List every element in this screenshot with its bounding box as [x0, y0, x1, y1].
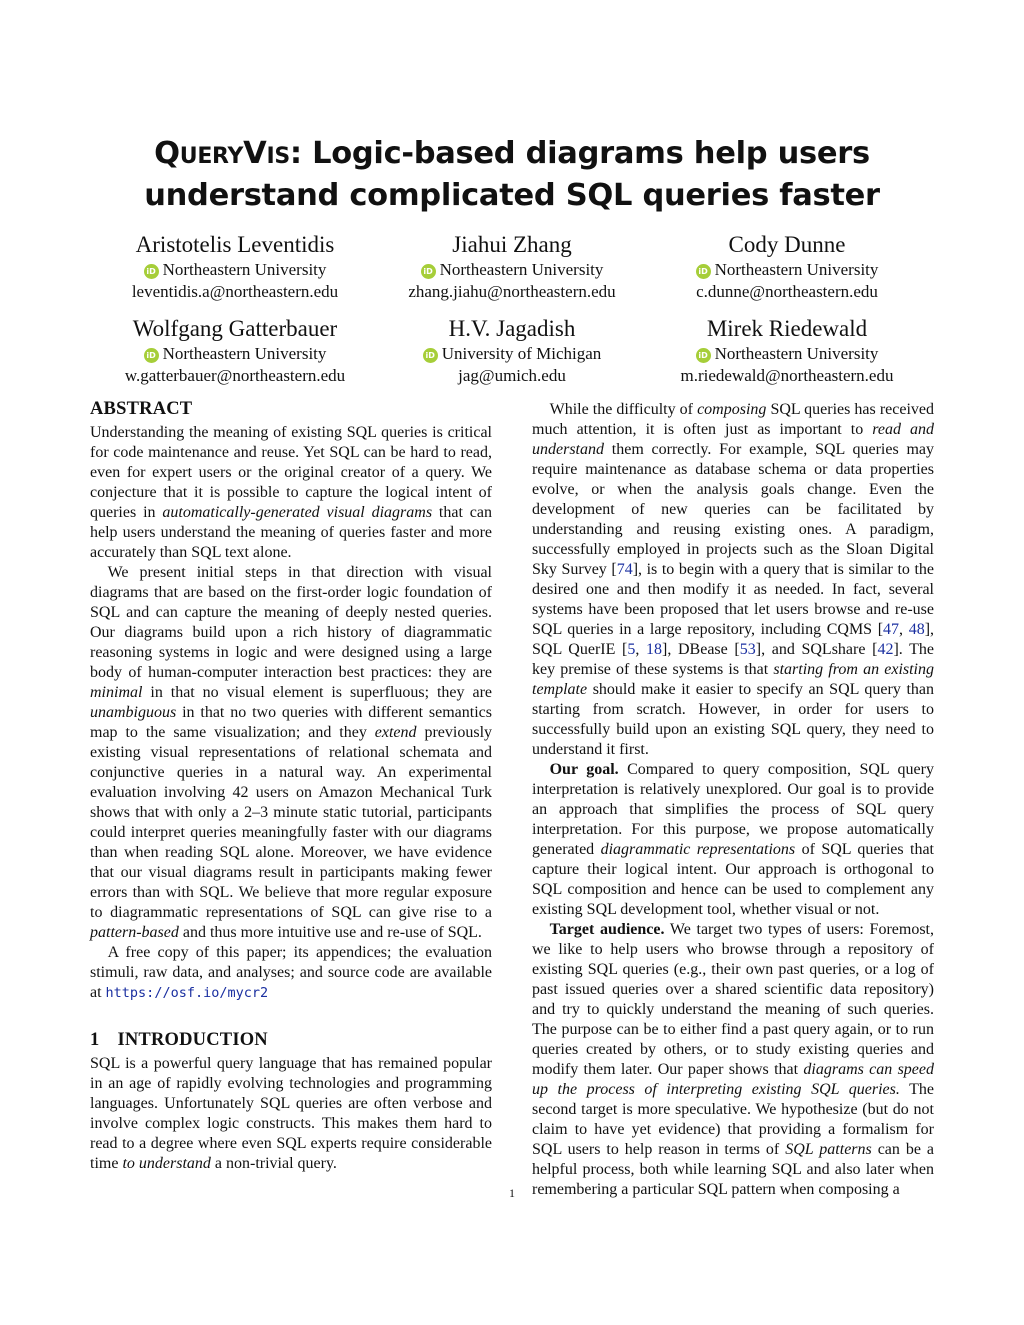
citation-link[interactable]: 48	[908, 621, 925, 638]
abstract-paragraph: A free copy of this paper; its appendices; the evaluation stimuli, raw data, and analyses; and source code are available at https://osf.io/mycr2	[90, 944, 492, 1001]
author-email[interactable]: c.dunne@northeastern.edu	[696, 282, 878, 301]
body-paragraph: While the difficulty of composing SQL queries has received much attention, it is often just as important to read and understand them correctly. For example, SQL queries may require maintenance as database schema or data properties evolve, or when the analysis goals change. Even the development of new queries can be facilitated by understanding and reusing existing ones. A paradigm, successfully employed in projects such as the Sloan Digital Sky Survey [74], is to begin with a query that is similar to the desired one and then modify it as needed. In fact, several systems have been proposed that let users browse and re-use SQL queries in a large repository, including CQMS [47, 48], SQL QuerIE [5, 18], DBease [53], and SQLshare [42]. The key premise of these systems is that starting from an existing template should make it easier to specify an SQL query than starting from scratch. However, in order for users to successfully build upon an existing SQL query, they need to understand it first.	[532, 401, 935, 758]
author-name: Jiahui Zhang	[452, 232, 572, 257]
author-block	[362, 232, 662, 303]
author-block	[637, 316, 937, 387]
abstract-paragraph: We present initial steps in that direction with visual diagrams that are based on the first-order logic foundation of SQL and can capture the meaning of deeply nested queries. Our diagrams build upon a rich history of diagrammatic reasoning systems in logic and were designed using a large body of human-computer interaction best practices: they are minimal in that no visual element is superfluous; they are unambiguous in that no two queries with different semantics map to the same visualization; and they extend previously existing visual representations of relational schemata and conjunctive queries in a natural way. An experimental evaluation involving 42 users on Amazon Mechanical Turk shows that with only a 2–3 minute static tutorial, participants could interpret queries meaningfully faster with our diagrams than when reading SQL alone. Moreover, we have evidence that our visual diagrams result in participants making fewer errors than with SQL. We believe that more regular exposure to diagrammatic representations of SQL can give rise to a pattern-based and thus more intuitive use and re-use of SQL.	[90, 564, 493, 941]
abstract-paragraph: Understanding the meaning of existing SQL queries is critical for code maintenance and reuse. Yet SQL can be hard to read, even for expert users or the original creator of a query. We conjecture that it is possible to capture the logical intent of queries in automatically-generated visual diagrams that can help users understand the meaning of queries faster and more accurately than SQL text alone.	[90, 424, 492, 561]
goal-lead: Our goal.	[549, 761, 619, 778]
goal-paragraph: Our goal. Compared to query composition, SQL query interpretation is relatively unexplored. Our goal is to provide an approach that simplifies the process of SQL query interpretation. For this purpose, we propose automatically generated diagrammatic representations of SQL queries that capture their logical intent. Our approach is orthogonal to SQL composition and hence can be used to complement any existing SQL development tool, whether visual or not.	[532, 761, 935, 918]
paper-title	[60, 134, 964, 215]
title-brand: QUERYVIS	[154, 136, 290, 171]
author-block	[85, 316, 385, 387]
intro-paragraph: SQL is a powerful query language that has remained popular in an age of rapidly evolving technologies and programming languages. Unfortunately SQL queries are often verbose and involve complex logic constructs. This makes them hard to read to a degree where even SQL experts require considerable time to understand a non-trivial query.	[90, 1055, 492, 1172]
author-block	[637, 232, 937, 303]
left-column	[90, 398, 492, 1174]
author-name: H.V. Jagadish	[448, 316, 576, 341]
author-email[interactable]: m.riedewald@northeastern.edu	[680, 366, 894, 385]
citation-link[interactable]: 42	[877, 641, 894, 658]
author-block	[362, 316, 662, 387]
orcid-icon[interactable]: iD	[696, 348, 711, 363]
author-name: Mirek Riedewald	[706, 316, 868, 341]
right-column	[532, 400, 934, 1200]
orcid-icon[interactable]: iD	[423, 348, 438, 363]
page-number: 1	[509, 1186, 515, 1200]
title-line-1: QUERYVIS: Logic-based diagrams help users	[154, 136, 870, 171]
author-email[interactable]: zhang.jiahu@northeastern.edu	[408, 282, 616, 301]
author-affiliation: iD Northeastern University	[637, 343, 937, 365]
author-email[interactable]: w.gatterbauer@northeastern.edu	[124, 366, 346, 385]
author-block	[85, 232, 385, 303]
citation-link[interactable]: 5	[627, 641, 636, 658]
orcid-icon[interactable]: iD	[144, 348, 159, 363]
orcid-icon[interactable]: iD	[696, 264, 711, 279]
target-paragraph: Target audience. We target two types of users: Foremost, we like to help users who browse through a repository of existing SQL queries (e.g., their own past queries, or a log of past issued queries over a shared scientific data repository) and try to quickly understand the meaning of such queries. The purpose can be to either find a past query again, or to run queries created by others, or to study existing queries and modify them later. Our paper shows that diagrams can speed up the process of interpreting existing SQL queries. The second target is more speculative. We hypothesize (but do not claim to have yet evidence) that providing a formalism for SQL users to help reason in terms of SQL patterns can be a helpful process, both while learning SQL and also later when remembering a particular SQL pattern when composing a	[532, 921, 935, 1198]
author-name: Wolfgang Gatterbauer	[132, 316, 338, 341]
citation-link[interactable]: 74	[616, 561, 633, 578]
author-affiliation: iD Northeastern University	[637, 259, 937, 281]
author-name: Aristotelis Leventidis	[135, 232, 335, 257]
citation-link[interactable]: 18	[646, 641, 663, 658]
citation-link[interactable]: 53	[739, 641, 756, 658]
orcid-icon[interactable]: iD	[421, 264, 436, 279]
author-email[interactable]: leventidis.a@northeastern.edu	[131, 282, 339, 301]
author-email[interactable]: jag@umich.edu	[458, 366, 566, 385]
author-name: Cody Dunne	[728, 232, 846, 257]
osf-link[interactable]: https://osf.io/mycr2	[105, 985, 269, 1001]
author-affiliation: iD Northeastern University	[85, 259, 385, 281]
abstract-heading: ABSTRACT	[90, 399, 193, 419]
intro-heading: 1 INTRODUCTION	[90, 1030, 268, 1050]
citation-link[interactable]: 47	[883, 621, 900, 638]
author-affiliation: iD Northeastern University	[85, 343, 385, 365]
author-affiliation: iD Northeastern University	[362, 259, 662, 281]
target-lead: Target audience.	[549, 921, 665, 938]
orcid-icon[interactable]: iD	[144, 264, 159, 279]
title-line-2: understand complicated SQL queries faster	[144, 178, 880, 213]
author-affiliation: iD University of Michigan	[362, 343, 662, 365]
